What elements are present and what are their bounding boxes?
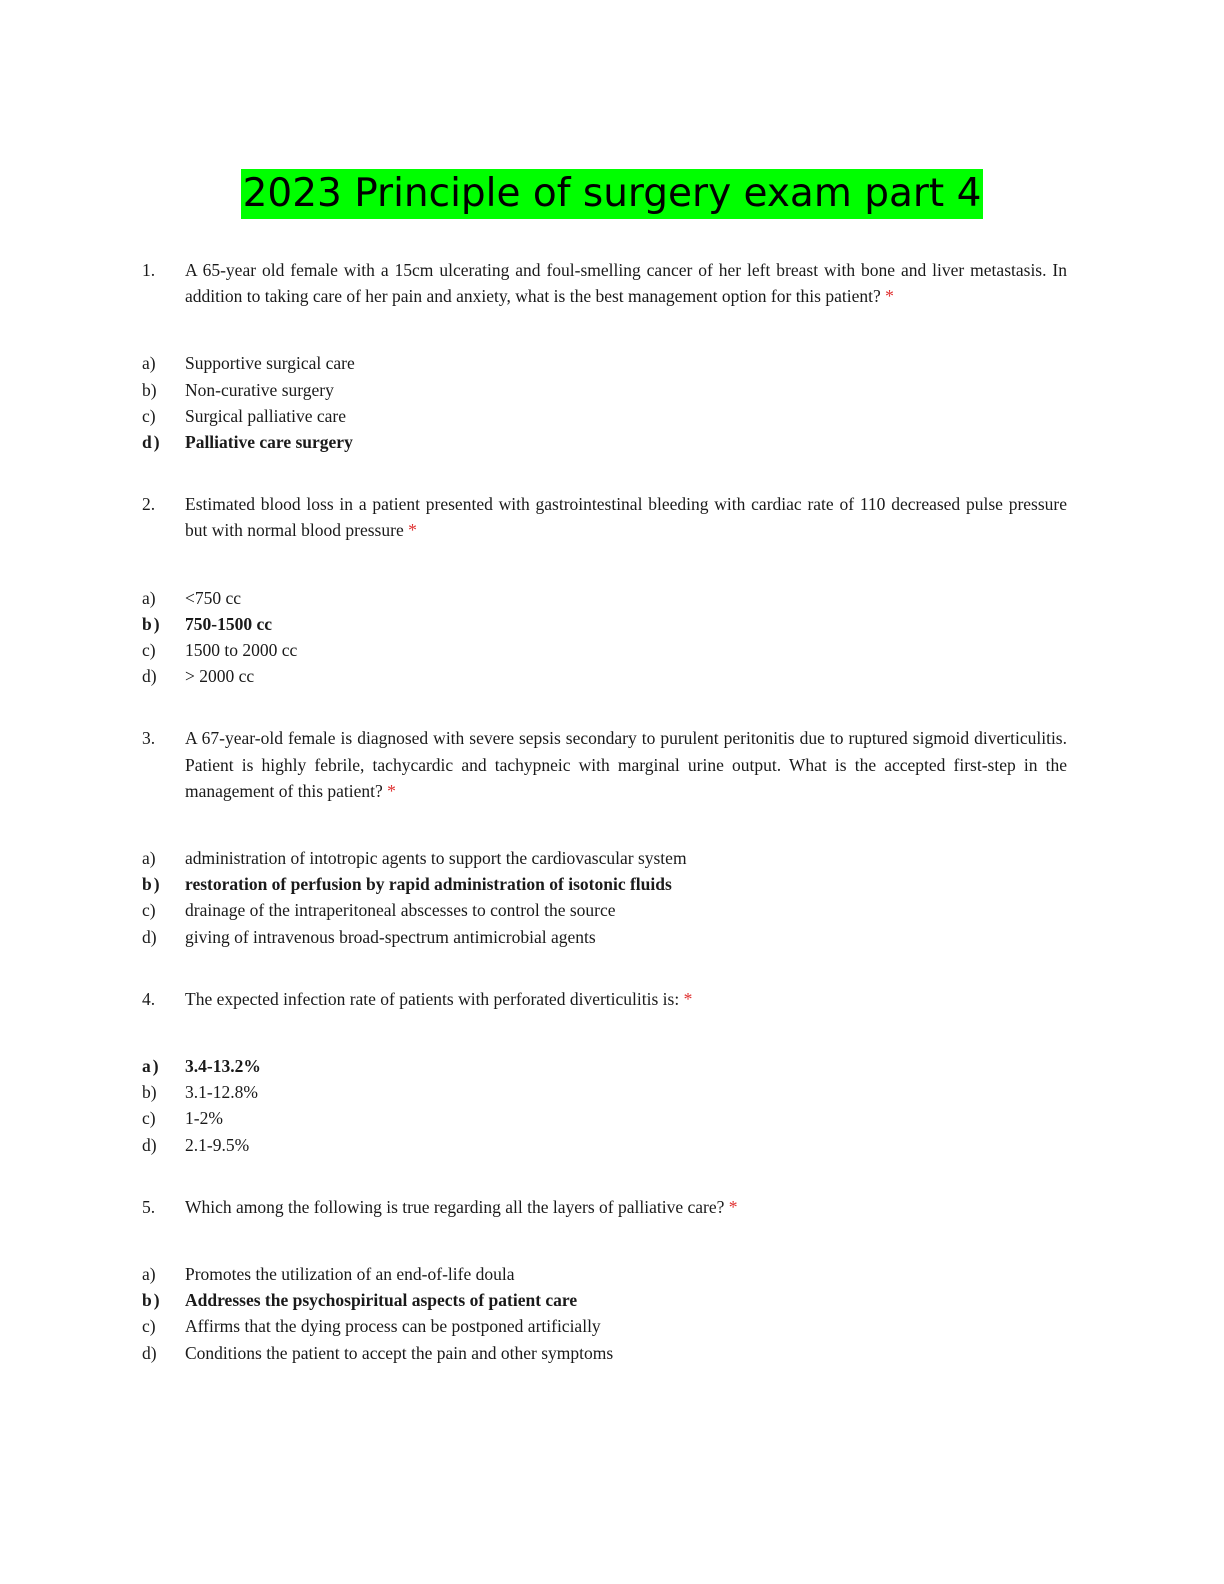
answer-option xyxy=(142,637,1067,663)
answer-option xyxy=(142,350,1067,376)
answer-option xyxy=(142,403,1067,429)
answer-options xyxy=(142,1053,1067,1158)
option-text: 750-1500 cc xyxy=(185,613,272,634)
option-text: giving of intravenous broad-spectrum antimicrobial agents xyxy=(185,926,596,947)
option-text: Conditions the patient to accept the pain and other symptoms xyxy=(185,1342,614,1363)
option-text: Affirms that the dying process can be postponed artificially xyxy=(185,1316,601,1337)
option-letter: a) xyxy=(142,848,156,869)
option-letter: c) xyxy=(142,405,156,426)
option-letter: a) xyxy=(142,1264,156,1285)
option-letter: c) xyxy=(142,1108,156,1129)
answer-option xyxy=(142,377,1067,403)
option-text: Surgical palliative care xyxy=(185,405,346,426)
question-text-wrapper xyxy=(185,257,1067,309)
option-letter: c) xyxy=(142,640,156,661)
question-text: Estimated blood loss in a patient presented with gastrointestinal bleeding with cardiac rate of 110 decreased pulse pressure but with normal blood pressure xyxy=(185,494,1067,541)
question-number: 3. xyxy=(142,728,156,749)
option-text: 1-2% xyxy=(185,1108,223,1129)
option-text: 1500 to 2000 cc xyxy=(185,640,298,661)
option-text: 3.1-12.8% xyxy=(185,1082,258,1103)
question-row xyxy=(142,491,1067,543)
question-text: Which among the following is true regarding all the layers of palliative care? xyxy=(185,1196,725,1217)
option-text: Non-curative surgery xyxy=(185,379,334,400)
question-row xyxy=(142,257,1067,309)
question-number: 1. xyxy=(142,260,156,280)
answer-option xyxy=(142,897,1067,923)
option-text: 3.4-13.2% xyxy=(185,1056,261,1077)
correct-answer-option xyxy=(142,429,1067,455)
required-marker: * xyxy=(885,286,894,307)
question-row xyxy=(142,1194,1067,1220)
answer-option xyxy=(142,845,1067,871)
question-text-wrapper xyxy=(185,1194,1067,1220)
question-text-wrapper xyxy=(185,986,1067,1012)
page-title: 2023 Principle of surgery exam part 4 xyxy=(241,169,984,219)
option-letter: d) xyxy=(142,432,162,453)
answer-options xyxy=(142,845,1067,950)
question-3 xyxy=(142,725,1067,949)
option-letter: d) xyxy=(142,926,157,947)
option-letter: d) xyxy=(142,666,157,687)
answer-option xyxy=(142,924,1067,950)
answer-option xyxy=(142,1132,1067,1158)
correct-answer-option xyxy=(142,871,1067,897)
answer-options xyxy=(142,350,1067,455)
question-number: 4. xyxy=(142,988,156,1009)
question-text-wrapper xyxy=(185,491,1067,543)
answer-option xyxy=(142,663,1067,689)
option-text: Palliative care surgery xyxy=(185,432,353,453)
option-letter: d) xyxy=(142,1134,157,1155)
option-text: <750 cc xyxy=(185,587,242,608)
option-letter: c) xyxy=(142,1316,156,1337)
option-text: administration of intotropic agents to support the cardiovascular system xyxy=(185,848,687,869)
option-letter: a) xyxy=(142,587,156,608)
option-letter: b) xyxy=(142,613,162,634)
option-letter: b) xyxy=(142,874,162,895)
answer-option xyxy=(142,1079,1067,1105)
question-5 xyxy=(142,1194,1067,1366)
correct-answer-option xyxy=(142,1053,1067,1079)
answer-option xyxy=(142,1313,1067,1339)
answer-option xyxy=(142,1261,1067,1287)
option-text: drainage of the intraperitoneal abscesses to control the source xyxy=(185,900,616,921)
option-text: 2.1-9.5% xyxy=(185,1134,250,1155)
question-2 xyxy=(142,491,1067,689)
answer-options xyxy=(142,1261,1067,1366)
question-row xyxy=(142,725,1067,804)
answer-option xyxy=(142,1105,1067,1131)
required-marker: * xyxy=(387,780,396,801)
required-marker: * xyxy=(728,1196,738,1217)
title-wrapper xyxy=(0,169,1224,219)
correct-answer-option xyxy=(142,611,1067,637)
required-marker: * xyxy=(408,520,417,541)
question-1 xyxy=(142,257,1067,455)
option-text: restoration of perfusion by rapid administration of isotonic fluids xyxy=(185,874,672,895)
question-list xyxy=(142,257,1067,1366)
question-text-wrapper xyxy=(185,725,1067,804)
correct-answer-option xyxy=(142,1287,1067,1313)
answer-options xyxy=(142,585,1067,690)
option-letter: a) xyxy=(142,1056,161,1077)
option-text: Addresses the psychospiritual aspects of patient care xyxy=(185,1290,578,1311)
option-letter: b) xyxy=(142,1082,157,1103)
answer-option xyxy=(142,585,1067,611)
option-letter: b) xyxy=(142,1290,162,1311)
option-text: > 2000 cc xyxy=(185,666,255,687)
question-text: A 67-year-old female is diagnosed with severe sepsis secondary to purulent peritonitis due to ruptured sigmoid diverticulitis. Patient is highly febrile, tachycardic and tachypneic with marginal urine output. What is the accepted first-step in the management of this patient? xyxy=(185,728,1067,801)
answer-option xyxy=(142,1340,1067,1366)
question-4 xyxy=(142,986,1067,1158)
question-text: A 65-year old female with a 15cm ulcerating and foul-smelling cancer of her left breast with bone and liver metastasis. In addition to taking care of her pain and anxiety, what is the best management option for this patient? xyxy=(185,260,1067,307)
question-row xyxy=(142,986,1067,1012)
option-letter: c) xyxy=(142,900,156,921)
option-text: Promotes the utilization of an end-of-life doula xyxy=(185,1264,515,1285)
option-letter: b) xyxy=(142,379,157,400)
required-marker: * xyxy=(683,988,693,1009)
question-text: The expected infection rate of patients with perforated diverticulitis is: xyxy=(185,988,680,1009)
question-number: 5. xyxy=(142,1196,156,1217)
question-number: 2. xyxy=(142,494,156,515)
option-letter: a) xyxy=(142,353,156,374)
option-text: Supportive surgical care xyxy=(185,353,355,374)
option-letter: d) xyxy=(142,1342,157,1363)
